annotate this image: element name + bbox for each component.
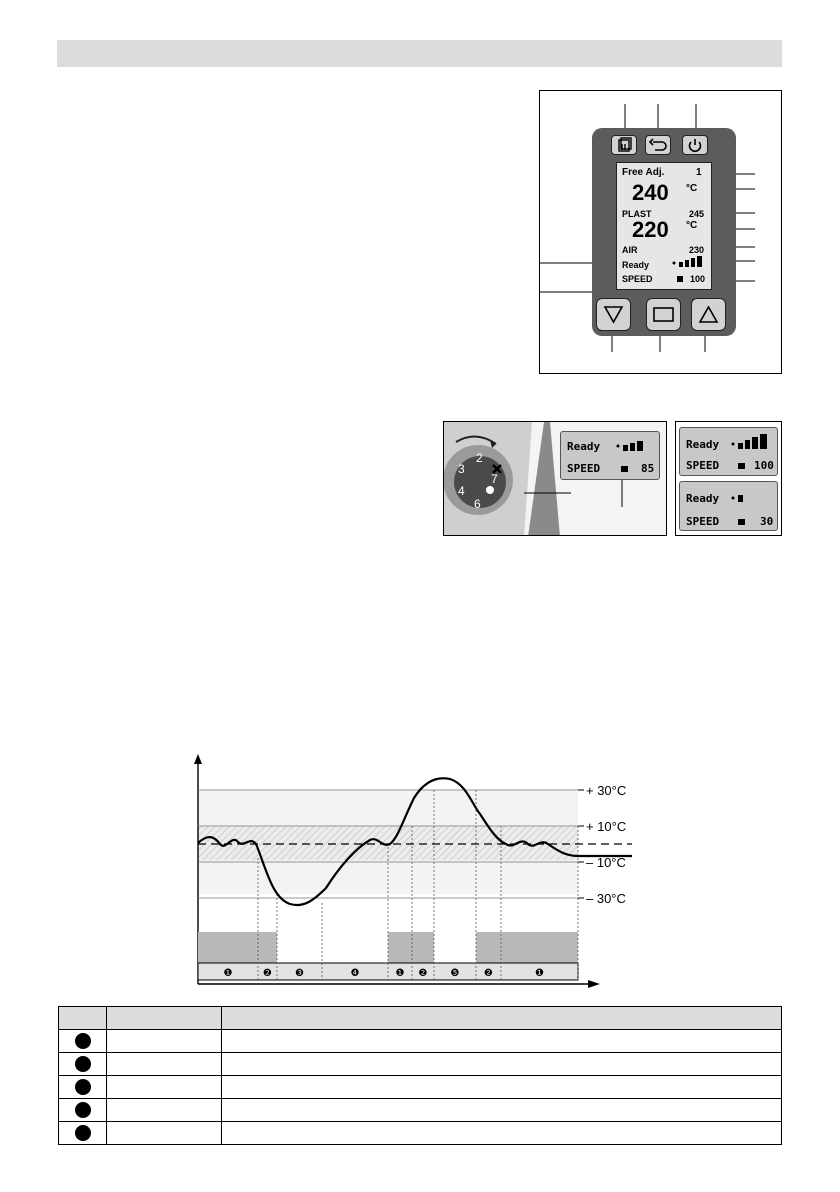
- phase-label: ❸: [295, 968, 304, 979]
- phase-dot-icon: [75, 1102, 91, 1118]
- legend-row: [59, 1099, 782, 1122]
- speed-panel-100: [679, 427, 778, 476]
- speed-bars-icon: [671, 254, 711, 268]
- up-button[interactable]: [691, 298, 726, 331]
- mode-label: Free Adj.: [622, 167, 665, 178]
- legend-marker-cell: [59, 1099, 107, 1122]
- legend-header-cell: [107, 1007, 222, 1030]
- phase-label: ❷: [484, 968, 493, 979]
- y-axis-arrow: [194, 754, 202, 764]
- plast-setpoint: 245: [689, 209, 705, 219]
- speed-panel-30: [679, 481, 778, 531]
- phase-label: ❶: [223, 968, 233, 979]
- phase-dot-icon: [75, 1056, 91, 1072]
- down-button[interactable]: [596, 298, 631, 331]
- speed-value: 100: [690, 274, 706, 284]
- triangle-down-icon: [597, 299, 630, 330]
- legend-name-cell: [107, 1099, 222, 1122]
- section-header-bar: [57, 40, 782, 67]
- legend-marker-cell: [59, 1030, 107, 1053]
- legend-description-cell: [222, 1076, 782, 1099]
- heater-block: [198, 932, 277, 963]
- legend-header-cell: [222, 1007, 782, 1030]
- legend-description-cell: [222, 1122, 782, 1145]
- speed-indicator-icon: [621, 466, 628, 472]
- air-label: AIR: [622, 245, 638, 255]
- air-setpoint: 230: [689, 245, 705, 255]
- device-control-panel: [592, 128, 736, 336]
- x-axis-arrow: [588, 980, 600, 988]
- speed-examples-frame: [675, 421, 782, 536]
- dial-number: 3: [458, 462, 465, 476]
- speed-bars-icon: [730, 489, 750, 503]
- phase-label: ❶: [395, 968, 405, 979]
- power-key[interactable]: [682, 135, 708, 155]
- speed-panel-85: [560, 431, 660, 480]
- speed-bars-icon: [730, 432, 778, 450]
- phase-dot-icon: [75, 1079, 91, 1095]
- back-icon: [646, 136, 670, 154]
- speed-label: SPEED: [622, 274, 653, 284]
- power-icon: [683, 136, 707, 154]
- ready-label: Ready: [567, 440, 601, 453]
- phase-label: ❺: [450, 968, 460, 979]
- reference-level-label: – 10°C: [586, 855, 626, 870]
- phase-label: ❶: [535, 968, 544, 979]
- legend-marker-cell: [59, 1076, 107, 1099]
- speed-indicator-icon: [738, 519, 745, 525]
- speed-bars-icon: [615, 436, 655, 452]
- speed-value: 100: [754, 459, 774, 472]
- reference-level-label: + 30°C: [586, 783, 627, 798]
- legend-header-row: [59, 1007, 782, 1030]
- legend-row: [59, 1030, 782, 1053]
- back-key[interactable]: [645, 135, 671, 155]
- dial-number: 2: [476, 451, 483, 465]
- legend-marker-cell: [59, 1122, 107, 1145]
- speed-indicator-icon: [738, 463, 745, 469]
- dial-number: 7: [491, 472, 498, 486]
- phase-dot-icon: [75, 1033, 91, 1049]
- legend-row: [59, 1053, 782, 1076]
- legend-row: [59, 1076, 782, 1099]
- speed-value: 30: [760, 515, 774, 528]
- legend-name-cell: [107, 1053, 222, 1076]
- triangle-up-icon: [692, 299, 725, 330]
- speed-indicator-icon: [677, 276, 683, 282]
- legend-description-cell: [222, 1030, 782, 1053]
- phase-label: ❷: [263, 968, 272, 979]
- device-display: [616, 162, 712, 290]
- temperature-curve-chart: [180, 748, 640, 994]
- legend-header-cell: [59, 1007, 107, 1030]
- legend-marker-cell: [59, 1053, 107, 1076]
- speed-value: 85: [641, 462, 655, 475]
- air-temp-unit: °C: [686, 220, 698, 231]
- phase-legend-table: [58, 1006, 782, 1145]
- air-temp-readout: 220: [632, 217, 669, 242]
- plastic-temp-unit: °C: [686, 183, 698, 194]
- dial-figure-frame: [443, 421, 667, 536]
- phase-label: ❹: [350, 968, 360, 979]
- speed-label: SPEED: [686, 515, 720, 528]
- reference-level-label: – 30°C: [586, 891, 626, 906]
- legend-description-cell: [222, 1053, 782, 1076]
- square-icon: [647, 299, 680, 330]
- dial-number: 4: [458, 484, 465, 498]
- ready-label: Ready: [686, 438, 720, 451]
- mode-number: 1: [696, 167, 702, 178]
- reference-level-label: + 10°C: [586, 819, 627, 834]
- phase-label: ❷: [418, 968, 428, 979]
- phase-dot-icon: [75, 1125, 91, 1141]
- speed-label: SPEED: [686, 459, 720, 472]
- plast-label: PLAST: [622, 209, 652, 219]
- heater-block: [476, 932, 578, 963]
- heater-block: [388, 932, 434, 963]
- menu-icon: [612, 136, 636, 154]
- dial-number: 6: [474, 497, 481, 511]
- legend-row: [59, 1122, 782, 1145]
- ready-label: Ready: [686, 492, 720, 505]
- speed-label: SPEED: [567, 462, 601, 475]
- legend-description-cell: [222, 1099, 782, 1122]
- legend-name-cell: [107, 1030, 222, 1053]
- legend-name-cell: [107, 1076, 222, 1099]
- plastic-temp-readout: 240: [632, 180, 669, 205]
- menu-key[interactable]: [611, 135, 637, 155]
- legend-name-cell: [107, 1122, 222, 1145]
- ready-label: Ready: [622, 260, 650, 270]
- enter-button[interactable]: [646, 298, 681, 331]
